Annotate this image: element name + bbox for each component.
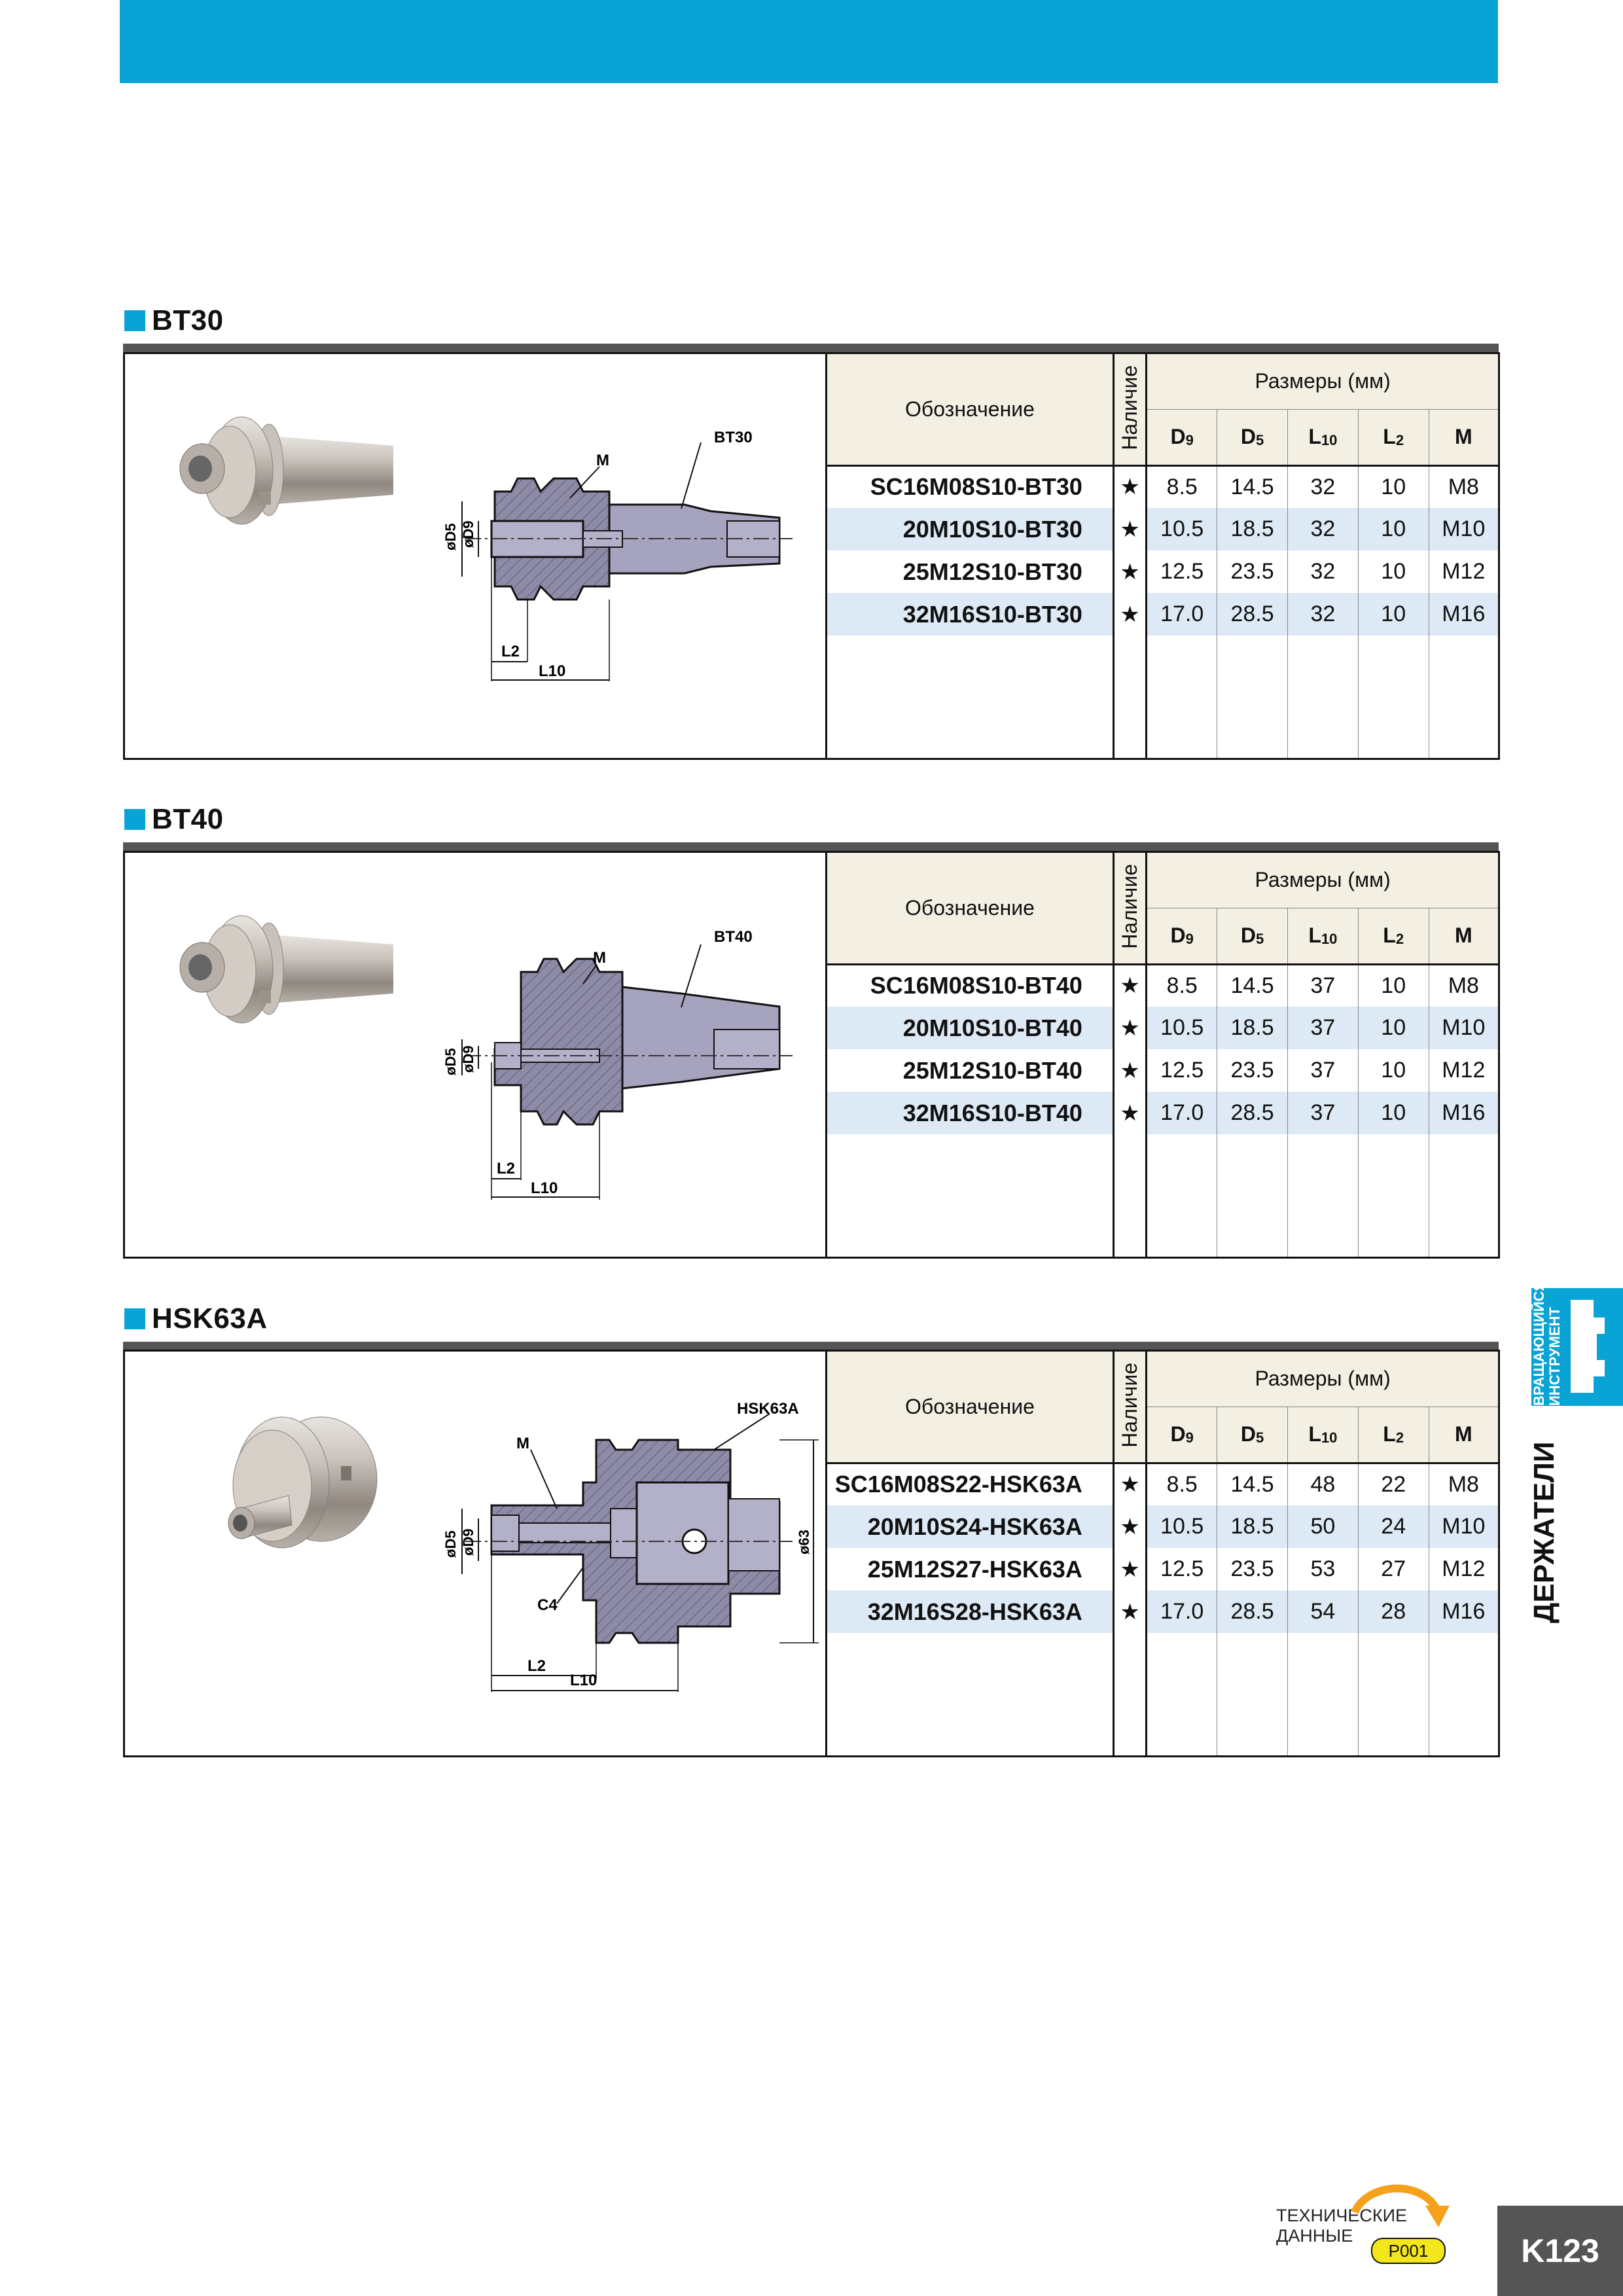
header-d9: $D_9$: [1147, 409, 1217, 465]
cell-m: M12: [1442, 559, 1486, 584]
cell-d9: 10.5: [1147, 1505, 1217, 1548]
table-row: [827, 1049, 1498, 1092]
section-title-text: HSK63A: [152, 1302, 268, 1335]
cell-d5: 18.5: [1217, 1505, 1288, 1548]
cell-symbol: 20M10S10-BT30: [827, 508, 1113, 550]
cell-m: M10: [1429, 1505, 1498, 1548]
section-marker: [124, 1308, 145, 1329]
header-availability: Наличие: [1113, 853, 1146, 964]
product-illustration: [125, 853, 825, 1257]
cell-l2: 24: [1358, 1505, 1429, 1548]
header-symbol: Обозначение: [827, 354, 1113, 465]
section-title-text: BT30: [152, 304, 224, 336]
availability-star: ★: [1113, 550, 1146, 593]
spec-table: [827, 853, 1498, 1257]
table-filler: [827, 636, 1498, 758]
cell-symbol: 32M16S10-BT40: [827, 1092, 1113, 1134]
section-rule: [123, 344, 1499, 352]
label-l10: L10: [570, 1672, 597, 1689]
cell-l10: 37: [1287, 1007, 1358, 1049]
cell-symbol: 25M12S10-BT30: [827, 550, 1113, 593]
availability-star: ★: [1113, 1463, 1146, 1505]
cell-d5: 23.5: [1217, 1049, 1288, 1092]
label-d9: øD9: [460, 1528, 476, 1556]
product-figure: [125, 853, 827, 1257]
table-filler: [827, 1134, 1498, 1257]
table-row: [827, 1463, 1498, 1505]
header-l10: $L_{10}$: [1287, 409, 1358, 465]
availability-star: ★: [1113, 465, 1146, 508]
label-l2: L2: [497, 1160, 516, 1177]
cell-symbol: 32M16S10-BT30: [827, 593, 1113, 636]
cell-d9: 17.0: [1147, 1092, 1217, 1134]
table-row: [827, 550, 1498, 593]
availability-star: ★: [1113, 1049, 1146, 1092]
cell-d5: 28.5: [1217, 593, 1288, 636]
product-figure: [125, 354, 827, 758]
label-shank: BT30: [714, 429, 753, 446]
availability-star: ★: [1113, 593, 1146, 636]
header-dimensions: Размеры (мм): [1147, 1352, 1498, 1407]
header-dimensions: Размеры (мм): [1147, 853, 1498, 908]
product-figure: [125, 1352, 827, 1755]
cell-d9: 12.5: [1147, 1548, 1217, 1590]
product-illustration: [125, 1352, 825, 1755]
cell-symbol: 25M12S10-BT40: [827, 1049, 1113, 1092]
header-m: M: [1429, 409, 1498, 465]
cell-m: M8: [1448, 474, 1479, 499]
cell-l2: 10: [1358, 1092, 1429, 1134]
cell-symbol: SC16M08S10-BT30: [827, 465, 1113, 508]
header-dimensions: Размеры (мм): [1147, 354, 1498, 409]
header-d5: $D_5$: [1217, 409, 1288, 465]
table-row: [827, 593, 1498, 636]
label-m: M: [596, 452, 609, 469]
cell-d9: 17.0: [1147, 1590, 1217, 1633]
header-d5: $D_5$: [1217, 908, 1288, 964]
availability-star: ★: [1113, 1590, 1146, 1633]
cell-d5: 28.5: [1217, 1590, 1288, 1633]
header-l2: $L_2$: [1358, 908, 1429, 964]
cell-l2: 10: [1358, 465, 1429, 508]
category-label: ВРАЩАЮЩИЙСЯ ИНСТРУМЕНТ: [1531, 1280, 1563, 1406]
cell-d9: 12.5: [1147, 550, 1217, 593]
header-m: M: [1429, 1407, 1498, 1463]
product-frame-bt30: [123, 352, 1500, 760]
label-d9: øD9: [460, 520, 476, 548]
table-row: [827, 1548, 1498, 1590]
availability-star: ★: [1113, 964, 1146, 1007]
cell-d9: 8.5: [1147, 465, 1217, 508]
cell-d5: 14.5: [1217, 964, 1288, 1007]
table-row: [827, 964, 1498, 1007]
cell-l10: 37: [1287, 1049, 1358, 1092]
label-m: M: [516, 1435, 529, 1452]
product-frame-bt40: [123, 851, 1500, 1259]
cell-l10: 53: [1287, 1548, 1358, 1590]
table-row: [827, 1007, 1498, 1049]
tech-data-line-1: ТЕХНИЧЕСКИЕ: [1276, 2206, 1408, 2225]
product-illustration: [125, 354, 825, 758]
page-number: K123: [1521, 2233, 1599, 2269]
label-d5: øD5: [442, 523, 459, 550]
section-title-hsk63a: [124, 1299, 268, 1338]
cell-m: M8: [1448, 1471, 1479, 1497]
cell-l2: 10: [1358, 550, 1429, 593]
cell-d5: 14.5: [1217, 465, 1288, 508]
cell-d9: 10.5: [1147, 508, 1217, 550]
label-c4: C4: [537, 1596, 558, 1614]
cell-d5: 23.5: [1217, 550, 1288, 593]
cell-d5: 18.5: [1217, 508, 1288, 550]
section-title-text: BT40: [152, 803, 224, 835]
cell-m: M8: [1448, 973, 1479, 998]
section-marker: [124, 809, 145, 830]
cell-d9: 8.5: [1147, 964, 1217, 1007]
cell-l10: 37: [1287, 964, 1358, 1007]
cell-d5: 28.5: [1217, 1092, 1288, 1134]
spec-table: [827, 1352, 1498, 1755]
cell-d9: 10.5: [1147, 1007, 1217, 1049]
label-shank: HSK63A: [737, 1400, 799, 1418]
cell-l2: 28: [1358, 1590, 1429, 1633]
cell-l2: 10: [1358, 508, 1429, 550]
cell-symbol: 32M16S28-HSK63A: [827, 1590, 1113, 1633]
header-l2: $L_2$: [1358, 409, 1429, 465]
label-l2: L2: [501, 643, 520, 660]
cell-d9: 8.5: [1147, 1463, 1217, 1505]
table-row: [827, 508, 1498, 550]
label-d9: øD9: [460, 1045, 476, 1073]
availability-star: ★: [1113, 1548, 1146, 1590]
holder-photo: [228, 1417, 377, 1548]
cell-m: M10: [1429, 1007, 1498, 1049]
cell-m: M16: [1429, 1590, 1498, 1633]
cell-l2: 27: [1358, 1548, 1429, 1590]
cell-d5: 14.5: [1217, 1463, 1288, 1505]
header-l2: $L_2$: [1358, 1407, 1429, 1463]
header-d9: $D_9$: [1147, 1407, 1217, 1463]
cell-m: M16: [1429, 1092, 1498, 1134]
page-reference-badge[interactable]: P001: [1371, 2238, 1446, 2264]
holder-photo: [180, 417, 393, 524]
cell-l10: 32: [1287, 593, 1358, 636]
table-row: [827, 465, 1498, 508]
cell-l10: 32: [1287, 550, 1358, 593]
cell-l10: 32: [1287, 508, 1358, 550]
header-availability: Наличие: [1113, 1352, 1146, 1463]
section-rule: [123, 842, 1499, 851]
label-d5: øD5: [442, 1530, 459, 1558]
cell-m: M10: [1429, 508, 1498, 550]
label-l10: L10: [539, 662, 566, 680]
label-shank: BT40: [714, 928, 753, 946]
header-l10: $L_{10}$: [1287, 1407, 1358, 1463]
header-d5: $D_5$: [1217, 1407, 1288, 1463]
cell-symbol: SC16M08S22-HSK63A: [827, 1463, 1113, 1505]
cell-l10: 48: [1287, 1463, 1358, 1505]
cell-l10: 37: [1287, 1092, 1358, 1134]
cell-symbol: 20M10S10-BT40: [827, 1007, 1113, 1049]
availability-star: ★: [1113, 508, 1146, 550]
cell-l2: 10: [1358, 964, 1429, 1007]
product-frame-hsk63a: [123, 1350, 1500, 1757]
cell-m: M16: [1429, 593, 1498, 636]
availability-star: ★: [1113, 1007, 1146, 1049]
chapter-title: ДЕРЖАТЕЛИ: [1528, 1441, 1560, 1623]
section-drawing: [442, 1400, 819, 1692]
cell-symbol: 20M10S24-HSK63A: [827, 1505, 1113, 1548]
cell-symbol: 25M12S27-HSK63A: [827, 1548, 1113, 1590]
header-availability: Наличие: [1113, 354, 1146, 465]
section-title-bt40: [124, 800, 224, 839]
cell-l2: 10: [1358, 593, 1429, 636]
spec-table: [827, 354, 1498, 758]
label-m: M: [593, 949, 606, 967]
label-l10: L10: [531, 1179, 558, 1197]
table-filler: [827, 1633, 1498, 1755]
cell-l2: 22: [1358, 1463, 1429, 1505]
availability-star: ★: [1113, 1092, 1146, 1134]
section-marker: [124, 310, 145, 331]
label-l2: L2: [527, 1657, 546, 1675]
cell-d9: 12.5: [1147, 1049, 1217, 1092]
section-drawing: [442, 928, 793, 1200]
cell-l10: 32: [1287, 465, 1358, 508]
availability-star: ★: [1113, 1505, 1146, 1548]
cell-d5: 23.5: [1217, 1548, 1288, 1590]
cell-l10: 54: [1287, 1590, 1358, 1633]
table-row: [827, 1092, 1498, 1134]
cell-l2: 10: [1358, 1049, 1429, 1092]
header-l10: $L_{10}$: [1287, 908, 1358, 964]
curved-arrow-icon: [1348, 2176, 1453, 2235]
holder-photo: [180, 916, 393, 1023]
header-m: M: [1429, 908, 1498, 964]
cell-symbol: SC16M08S10-BT40: [827, 964, 1113, 1007]
header-d9: $D_9$: [1147, 908, 1217, 964]
section-title-bt30: [124, 301, 224, 340]
section-drawing: [442, 429, 793, 681]
tech-data-line-2: ДАННЫЕ: [1276, 2226, 1353, 2246]
cell-m: M12: [1442, 1058, 1486, 1083]
table-row: [827, 1505, 1498, 1548]
label-d63: ø63: [796, 1530, 812, 1554]
top-banner: [120, 0, 1498, 83]
cell-l2: 10: [1358, 1007, 1429, 1049]
cell-m: M12: [1442, 1556, 1486, 1581]
label-d5: øD5: [442, 1048, 459, 1075]
header-symbol: Обозначение: [827, 1352, 1113, 1463]
cell-l10: 50: [1287, 1505, 1358, 1548]
cell-d5: 18.5: [1217, 1007, 1288, 1049]
cell-d9: 17.0: [1147, 593, 1217, 636]
header-symbol: Обозначение: [827, 853, 1113, 964]
table-row: [827, 1590, 1498, 1633]
